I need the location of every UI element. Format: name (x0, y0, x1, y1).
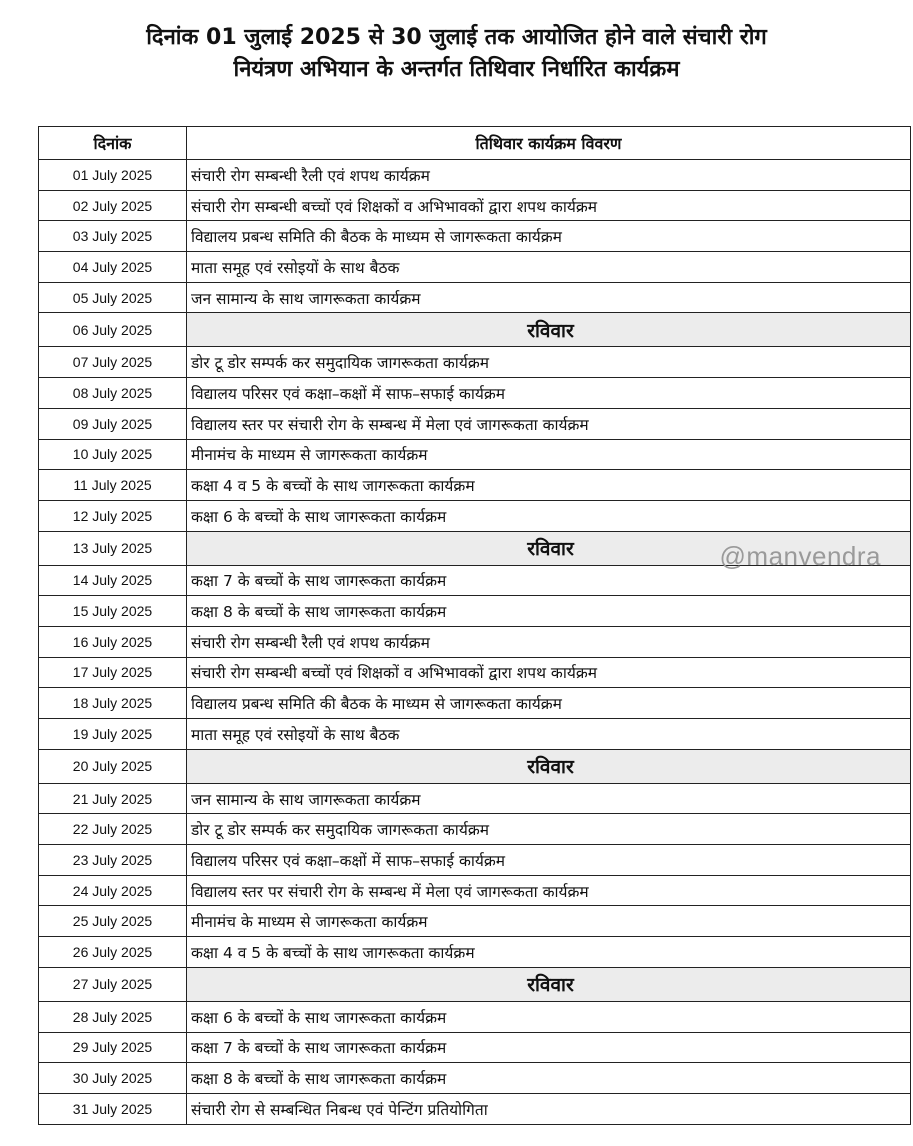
table-row (39, 252, 911, 283)
row-description: डोर टू डोर सम्पर्क कर समुदायिक जागरूकता कार्यक्रम (187, 814, 911, 845)
row-date: 06 July 2025 (39, 313, 187, 347)
row-description: कक्षा 8 के बच्चों के साथ जागरूकता कार्यक्रम (187, 1063, 911, 1094)
table-row (39, 596, 911, 627)
table-row (39, 875, 911, 906)
row-date: 25 July 2025 (39, 906, 187, 937)
row-date: 12 July 2025 (39, 500, 187, 531)
table-row (39, 378, 911, 409)
table-row (39, 1032, 911, 1063)
row-date: 21 July 2025 (39, 783, 187, 814)
table-row (39, 160, 911, 191)
table-row (39, 906, 911, 937)
row-date: 07 July 2025 (39, 347, 187, 378)
table-row (39, 719, 911, 750)
document-title (0, 22, 913, 86)
row-description: संचारी रोग सम्बन्धी बच्चों एवं शिक्षकों व अभिभावकों द्वारा शपथ कार्यक्रम (187, 657, 911, 688)
title-line-2: नियंत्रण अभियान के अन्तर्गत तिथिवार निर्धारित कार्यक्रम (233, 57, 680, 82)
row-description: मीनामंच के माध्यम से जागरूकता कार्यक्रम (187, 439, 911, 470)
row-description: कक्षा 8 के बच्चों के साथ जागरूकता कार्यक्रम (187, 596, 911, 627)
row-date: 26 July 2025 (39, 937, 187, 968)
row-date: 24 July 2025 (39, 875, 187, 906)
row-date: 15 July 2025 (39, 596, 187, 627)
table-row (39, 814, 911, 845)
row-date: 11 July 2025 (39, 470, 187, 501)
row-description: विद्यालय स्तर पर संचारी रोग के सम्बन्ध में मेला एवं जागरूकता कार्यक्रम (187, 875, 911, 906)
row-date: 04 July 2025 (39, 252, 187, 283)
table-row (39, 439, 911, 470)
row-date: 22 July 2025 (39, 814, 187, 845)
row-date: 16 July 2025 (39, 626, 187, 657)
row-description: कक्षा 4 व 5 के बच्चों के साथ जागरूकता कार्यक्रम (187, 937, 911, 968)
table-row (39, 626, 911, 657)
table-row (39, 190, 911, 221)
row-date: 23 July 2025 (39, 845, 187, 876)
table-row-sunday (39, 313, 911, 347)
row-description: विद्यालय परिसर एवं कक्षा–कक्षों में साफ–सफाई कार्यक्रम (187, 845, 911, 876)
row-description: डोर टू डोर सम्पर्क कर समुदायिक जागरूकता कार्यक्रम (187, 347, 911, 378)
row-description: माता समूह एवं रसोइयों के साथ बैठक (187, 719, 911, 750)
table-row (39, 845, 911, 876)
row-date: 27 July 2025 (39, 967, 187, 1001)
row-date: 01 July 2025 (39, 160, 187, 191)
row-date: 09 July 2025 (39, 408, 187, 439)
row-date: 10 July 2025 (39, 439, 187, 470)
table-row-sunday (39, 749, 911, 783)
table-row (39, 1001, 911, 1032)
table-row (39, 937, 911, 968)
row-description: जन सामान्य के साथ जागरूकता कार्यक्रम (187, 783, 911, 814)
row-description: रविवार (187, 313, 911, 347)
watermark-text: @manvendra (719, 541, 881, 571)
row-date: 13 July 2025 (39, 531, 187, 565)
row-date: 28 July 2025 (39, 1001, 187, 1032)
row-date: 19 July 2025 (39, 719, 187, 750)
table-row (39, 783, 911, 814)
table-row (39, 500, 911, 531)
row-date: 20 July 2025 (39, 749, 187, 783)
row-description: विद्यालय प्रबन्ध समिति की बैठक के माध्यम से जागरूकता कार्यक्रम (187, 221, 911, 252)
row-description: मीनामंच के माध्यम से जागरूकता कार्यक्रम (187, 906, 911, 937)
table-row-sunday (39, 967, 911, 1001)
row-date: 03 July 2025 (39, 221, 187, 252)
row-description: विद्यालय परिसर एवं कक्षा–कक्षों में साफ–सफाई कार्यक्रम (187, 378, 911, 409)
row-date: 17 July 2025 (39, 657, 187, 688)
row-description: विद्यालय स्तर पर संचारी रोग के सम्बन्ध में मेला एवं जागरूकता कार्यक्रम (187, 408, 911, 439)
row-description: संचारी रोग सम्बन्धी बच्चों एवं शिक्षकों व अभिभावकों द्वारा शपथ कार्यक्रम (187, 190, 911, 221)
row-description: कक्षा 6 के बच्चों के साथ जागरूकता कार्यक्रम (187, 500, 911, 531)
row-description: रविवार (187, 967, 911, 1001)
row-description: संचारी रोग सम्बन्धी रैली एवं शपथ कार्यक्रम (187, 160, 911, 191)
row-date: 02 July 2025 (39, 190, 187, 221)
table-row (39, 221, 911, 252)
table-row (39, 282, 911, 313)
title-line-1: दिनांक 01 जुलाई 2025 से 30 जुलाई तक आयोजित होने वाले संचारी रोग (146, 25, 767, 50)
row-date: 30 July 2025 (39, 1063, 187, 1094)
row-date: 29 July 2025 (39, 1032, 187, 1063)
row-date: 08 July 2025 (39, 378, 187, 409)
row-description: कक्षा 7 के बच्चों के साथ जागरूकता कार्यक्रम (187, 1032, 911, 1063)
row-description: रविवार (187, 749, 911, 783)
table-row (39, 657, 911, 688)
table-row (39, 470, 911, 501)
table-row (39, 408, 911, 439)
row-description: कक्षा 6 के बच्चों के साथ जागरूकता कार्यक्रम (187, 1001, 911, 1032)
row-description: विद्यालय प्रबन्ध समिति की बैठक के माध्यम से जागरूकता कार्यक्रम (187, 688, 911, 719)
table-row (39, 1093, 911, 1124)
row-date: 14 July 2025 (39, 565, 187, 596)
table-row (39, 688, 911, 719)
row-description: संचारी रोग सम्बन्धी रैली एवं शपथ कार्यक्रम (187, 626, 911, 657)
table-row (39, 1063, 911, 1094)
schedule-table (38, 126, 911, 1125)
header-date: दिनांक (39, 127, 187, 160)
row-description: माता समूह एवं रसोइयों के साथ बैठक (187, 252, 911, 283)
row-date: 18 July 2025 (39, 688, 187, 719)
table-row (39, 347, 911, 378)
table-header-row (39, 127, 911, 160)
row-description: संचारी रोग से सम्बन्धित निबन्ध एवं पेन्टिंग प्रतियोगिता (187, 1093, 911, 1124)
row-description: कक्षा 4 व 5 के बच्चों के साथ जागरूकता कार्यक्रम (187, 470, 911, 501)
row-description: जन सामान्य के साथ जागरूकता कार्यक्रम (187, 282, 911, 313)
row-date: 05 July 2025 (39, 282, 187, 313)
row-date: 31 July 2025 (39, 1093, 187, 1124)
row-description: रविवार (187, 531, 911, 565)
header-description: तिथिवार कार्यक्रम विवरण (187, 127, 911, 160)
row-description: कक्षा 7 के बच्चों के साथ जागरूकता कार्यक्रम (187, 565, 911, 596)
